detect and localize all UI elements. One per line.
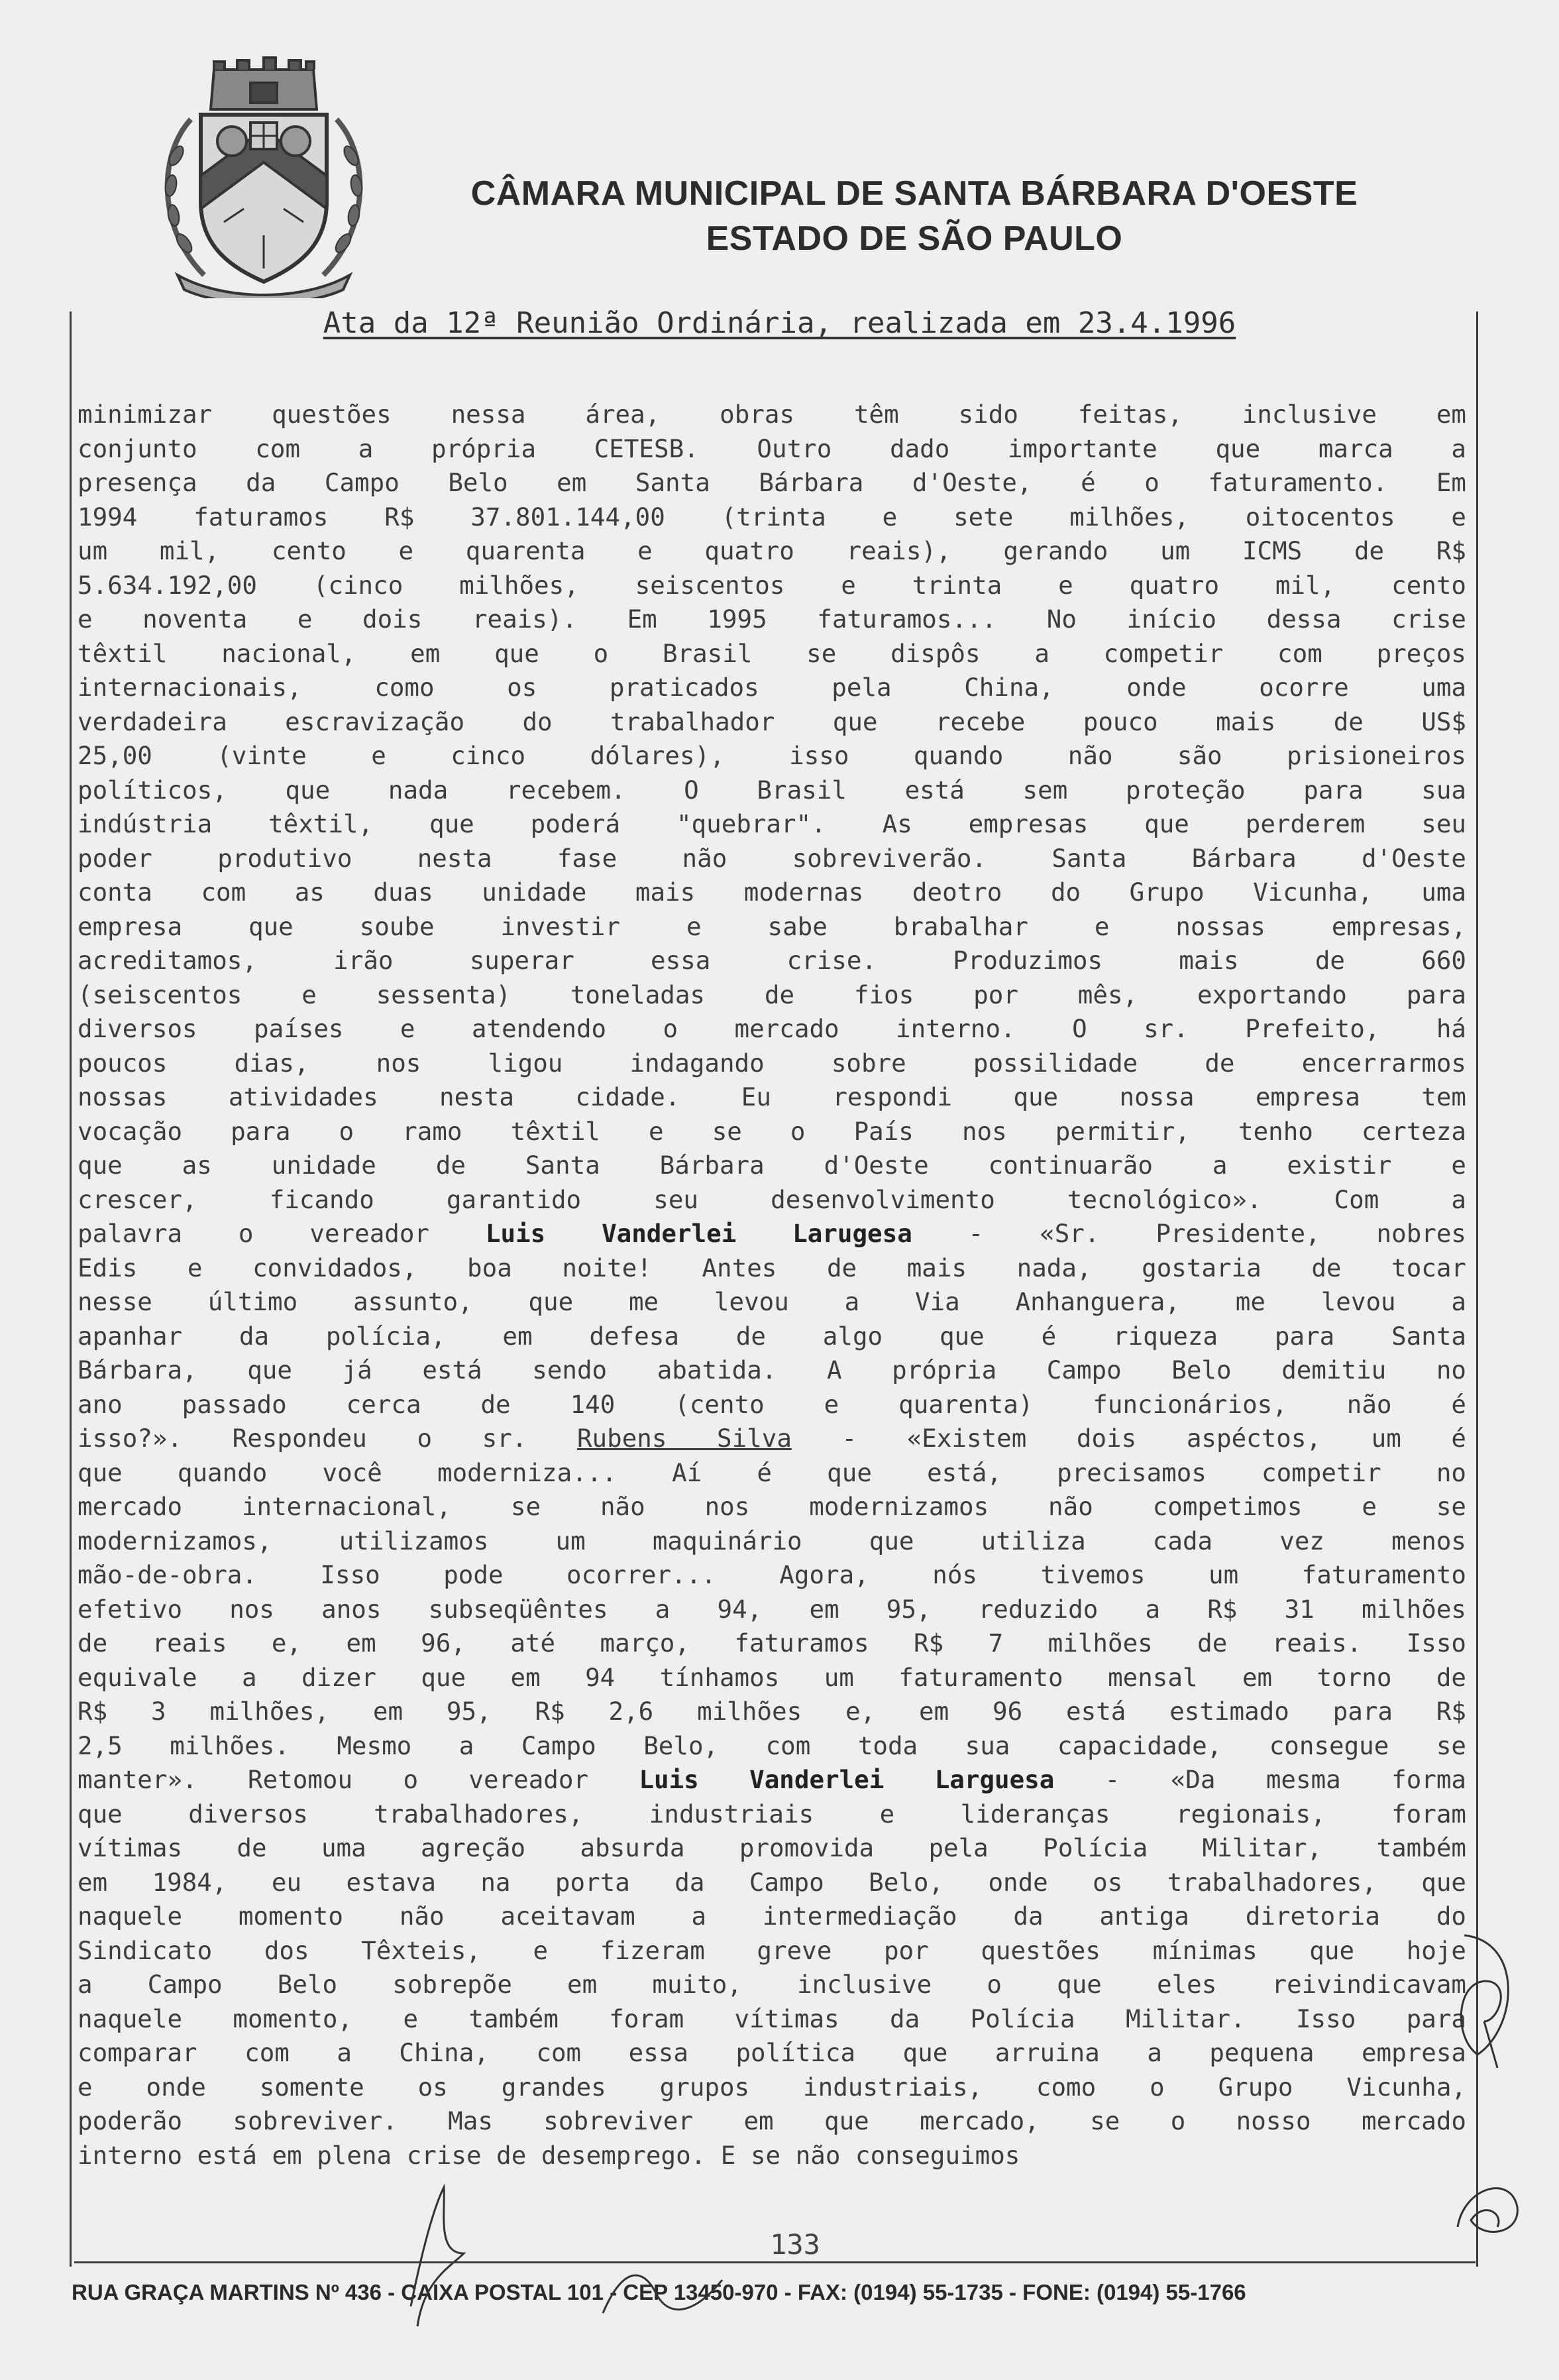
text-line: minimizar questões nessa área, obras têm sido feitas, inclusive em — [78, 400, 1466, 429]
bottom-rule — [74, 2261, 1476, 2263]
text-segment: - «Sr. Presidente, nobres — [912, 1219, 1467, 1248]
text-line: que as unidade de Santa Bárbara d'Oeste continuarão a existir e — [78, 1151, 1466, 1180]
text-line: acreditamos, irão superar essa crise. Produzimos mais de 660 — [78, 946, 1466, 975]
text-line: vítimas de uma agreção absurda promovida pela Polícia Militar, também — [78, 1833, 1466, 1862]
state-name: ESTADO DE SÃO PAULO — [706, 219, 1123, 258]
text-line: verdadeira escravização do trabalhador que recebe pouco mais de US$ — [78, 707, 1466, 736]
text-segment: palavra o vereador — [78, 1219, 486, 1248]
text-line — [78, 1217, 1466, 1251]
text-line: efetivo nos anos subseqüêntes a 94, em 95, reduzido a R$ 31 milhões — [78, 1594, 1466, 1624]
text-line: que diversos trabalhadores, industriais e lideranças regionais, foram — [78, 1799, 1466, 1829]
text-line: naquele momento, e também foram vítimas da Polícia Militar. Isso para — [78, 2004, 1466, 2033]
text-line: modernizamos, utilizamos um maquinário que utiliza cada vez menos — [78, 1526, 1466, 1556]
text-line: indústria têxtil, que poderá "quebrar". As empresas que perderem seu — [78, 809, 1466, 838]
text-line: Edis e convidados, boa noite! Antes de mais nada, gostaria de tocar — [78, 1253, 1466, 1282]
speaker-name: Luis Vanderlei Larugesa — [485, 1219, 912, 1248]
text-segment: manter». Retomou o vereador — [78, 1765, 639, 1794]
text-line: apanhar da polícia, em defesa de algo que é riqueza para Santa — [78, 1321, 1466, 1351]
text-line: presença da Campo Belo em Santa Bárbara d'Oeste, é o faturamento. Em — [78, 468, 1466, 497]
text-line: de reais e, em 96, até março, faturamos R$ 7 milhões de reais. Isso — [78, 1628, 1466, 1658]
text-line: têxtil nacional, em que o Brasil se dispôs a competir com preços — [78, 638, 1466, 668]
text-line: vocação para o ramo têxtil e se o País nos permitir, tenho certeza — [78, 1116, 1466, 1146]
text-line: 25,00 (vinte e cinco dólares), isso quando não são prisioneiros — [78, 741, 1466, 770]
text-line: equivale a dizer que em 94 tínhamos um faturamento mensal em torno de — [78, 1662, 1466, 1692]
right-margin-rule — [1476, 312, 1478, 2267]
text-segment: - «Da mesma forma — [1054, 1765, 1466, 1794]
text-line — [78, 1763, 1466, 1797]
text-line: que quando você moderniza... Aí é que está, precisamos competir no — [78, 1457, 1466, 1487]
text-line: ano passado cerca de 140 (cento e quarenta) funcionários, não é — [78, 1389, 1466, 1419]
text-line: nesse último assunto, que me levou a Via Anhanguera, me levou a — [78, 1287, 1466, 1316]
initials-mark-2 — [1444, 2161, 1531, 2247]
municipal-crest-icon — [151, 56, 376, 298]
text-line: a Campo Belo sobrepõe em muito, inclusive o que eles reivindicavam — [78, 1970, 1466, 1999]
text-line: um mil, cento e quarenta e quatro reais), gerando um ICMS de R$ — [78, 536, 1466, 565]
speaker-name: Rubens Silva — [576, 1424, 792, 1453]
chamber-name: CÂMARA MUNICIPAL DE SANTA BÁRBARA D'OESTE — [470, 174, 1358, 213]
text-line: conta com as duas unidade mais modernas deotro do Grupo Vicunha, uma — [78, 878, 1466, 907]
minutes-body — [78, 398, 1466, 2173]
text-line: R$ 3 milhões, em 95, R$ 2,6 milhões e, em 96 está estimado para R$ — [78, 1697, 1466, 1726]
text-line: internacionais, como os praticados pela China, onde ocorre uma — [78, 673, 1466, 702]
text-line: mão-de-obra. Isso pode ocorrer... Agora, nós tivemos um faturamento — [78, 1560, 1466, 1589]
text-line: Sindicato dos Têxteis, e fizeram greve por questões mínimas que hoje — [78, 1935, 1466, 1965]
text-line: nossas atividades nesta cidade. Eu respondi que nossa empresa tem — [78, 1082, 1466, 1111]
signature-mark — [371, 2174, 504, 2333]
text-line: naquele momento não aceitavam a intermediação da antiga diretoria do — [78, 1901, 1466, 1931]
text-line: 1994 faturamos R$ 37.801.144,00 (trinta e sete milhões, oitocentos e — [78, 502, 1466, 532]
text-line: e noventa e dois reais). Em 1995 faturamos... No início dessa crise — [78, 604, 1466, 634]
text-line: Bárbara, que já está sendo abatida. A própria Campo Belo demitiu no — [78, 1355, 1466, 1385]
text-segment: - «Existem dois aspéctos, um é — [791, 1424, 1466, 1453]
text-line: e onde somente os grandes grupos industriais, como o Grupo Vicunha, — [78, 2072, 1466, 2102]
text-line: poderão sobreviver. Mas sobreviver em que mercado, se o nosso mercado — [78, 2106, 1466, 2135]
text-line: poucos dias, nos ligou indagando sobre possilidade de encerrarmos — [78, 1048, 1466, 1078]
text-line: poder produtivo nesta fase não sobreviverão. Santa Bárbara d'Oeste — [78, 843, 1466, 873]
text-line: diversos países e atendendo o mercado interno. O sr. Prefeito, há — [78, 1014, 1466, 1043]
text-segment: isso?». Respondeu o sr. — [78, 1424, 577, 1453]
text-line: conjunto com a própria CETESB. Outro dado importante que marca a — [78, 433, 1466, 463]
text-line — [78, 1422, 1466, 1456]
text-line: empresa que soube investir e sabe brabalhar e nossas empresas, — [78, 911, 1466, 941]
text-line: 2,5 milhões. Mesmo a Campo Belo, com toda sua capacidade, consegue se — [78, 1730, 1466, 1760]
text-line: interno está em plena crise de desemprego. E se não conseguimos — [78, 2140, 1020, 2170]
text-line: crescer, ficando garantido seu desenvolvimento tecnológico». Com a — [78, 1184, 1466, 1214]
left-margin-rule — [70, 312, 72, 2267]
text-line: (seiscentos e sessenta) toneladas de fios por mês, exportando para — [78, 980, 1466, 1009]
speaker-name: Luis Vanderlei Larguesa — [639, 1765, 1055, 1794]
text-line: comparar com a China, com essa política que arruina a pequena empresa — [78, 2038, 1466, 2067]
text-line: 5.634.192,00 (cinco milhões, seiscentos e trinta e quatro mil, cento — [78, 570, 1466, 600]
minutes-title: Ata da 12ª Reunião Ordinária, realizada em 23.4.1996 — [323, 306, 1236, 340]
text-line: em 1984, eu estava na porta da Campo Belo, onde os trabalhadores, que — [78, 1867, 1466, 1897]
text-line: mercado internacional, se não nos modernizamos não competimos e se — [78, 1492, 1466, 1521]
address-footer: RUA GRAÇA MARTINS Nº 436 - CAIXA POSTAL 101 - CEP 13450-970 - FAX: (0194) 55-1735 - FONE: (0194) 55-1766 — [72, 2280, 1246, 2304]
page-number: 133 — [770, 2228, 820, 2261]
text-line: políticos, que nada recebem. O Brasil está sem proteção para sua — [78, 775, 1466, 805]
